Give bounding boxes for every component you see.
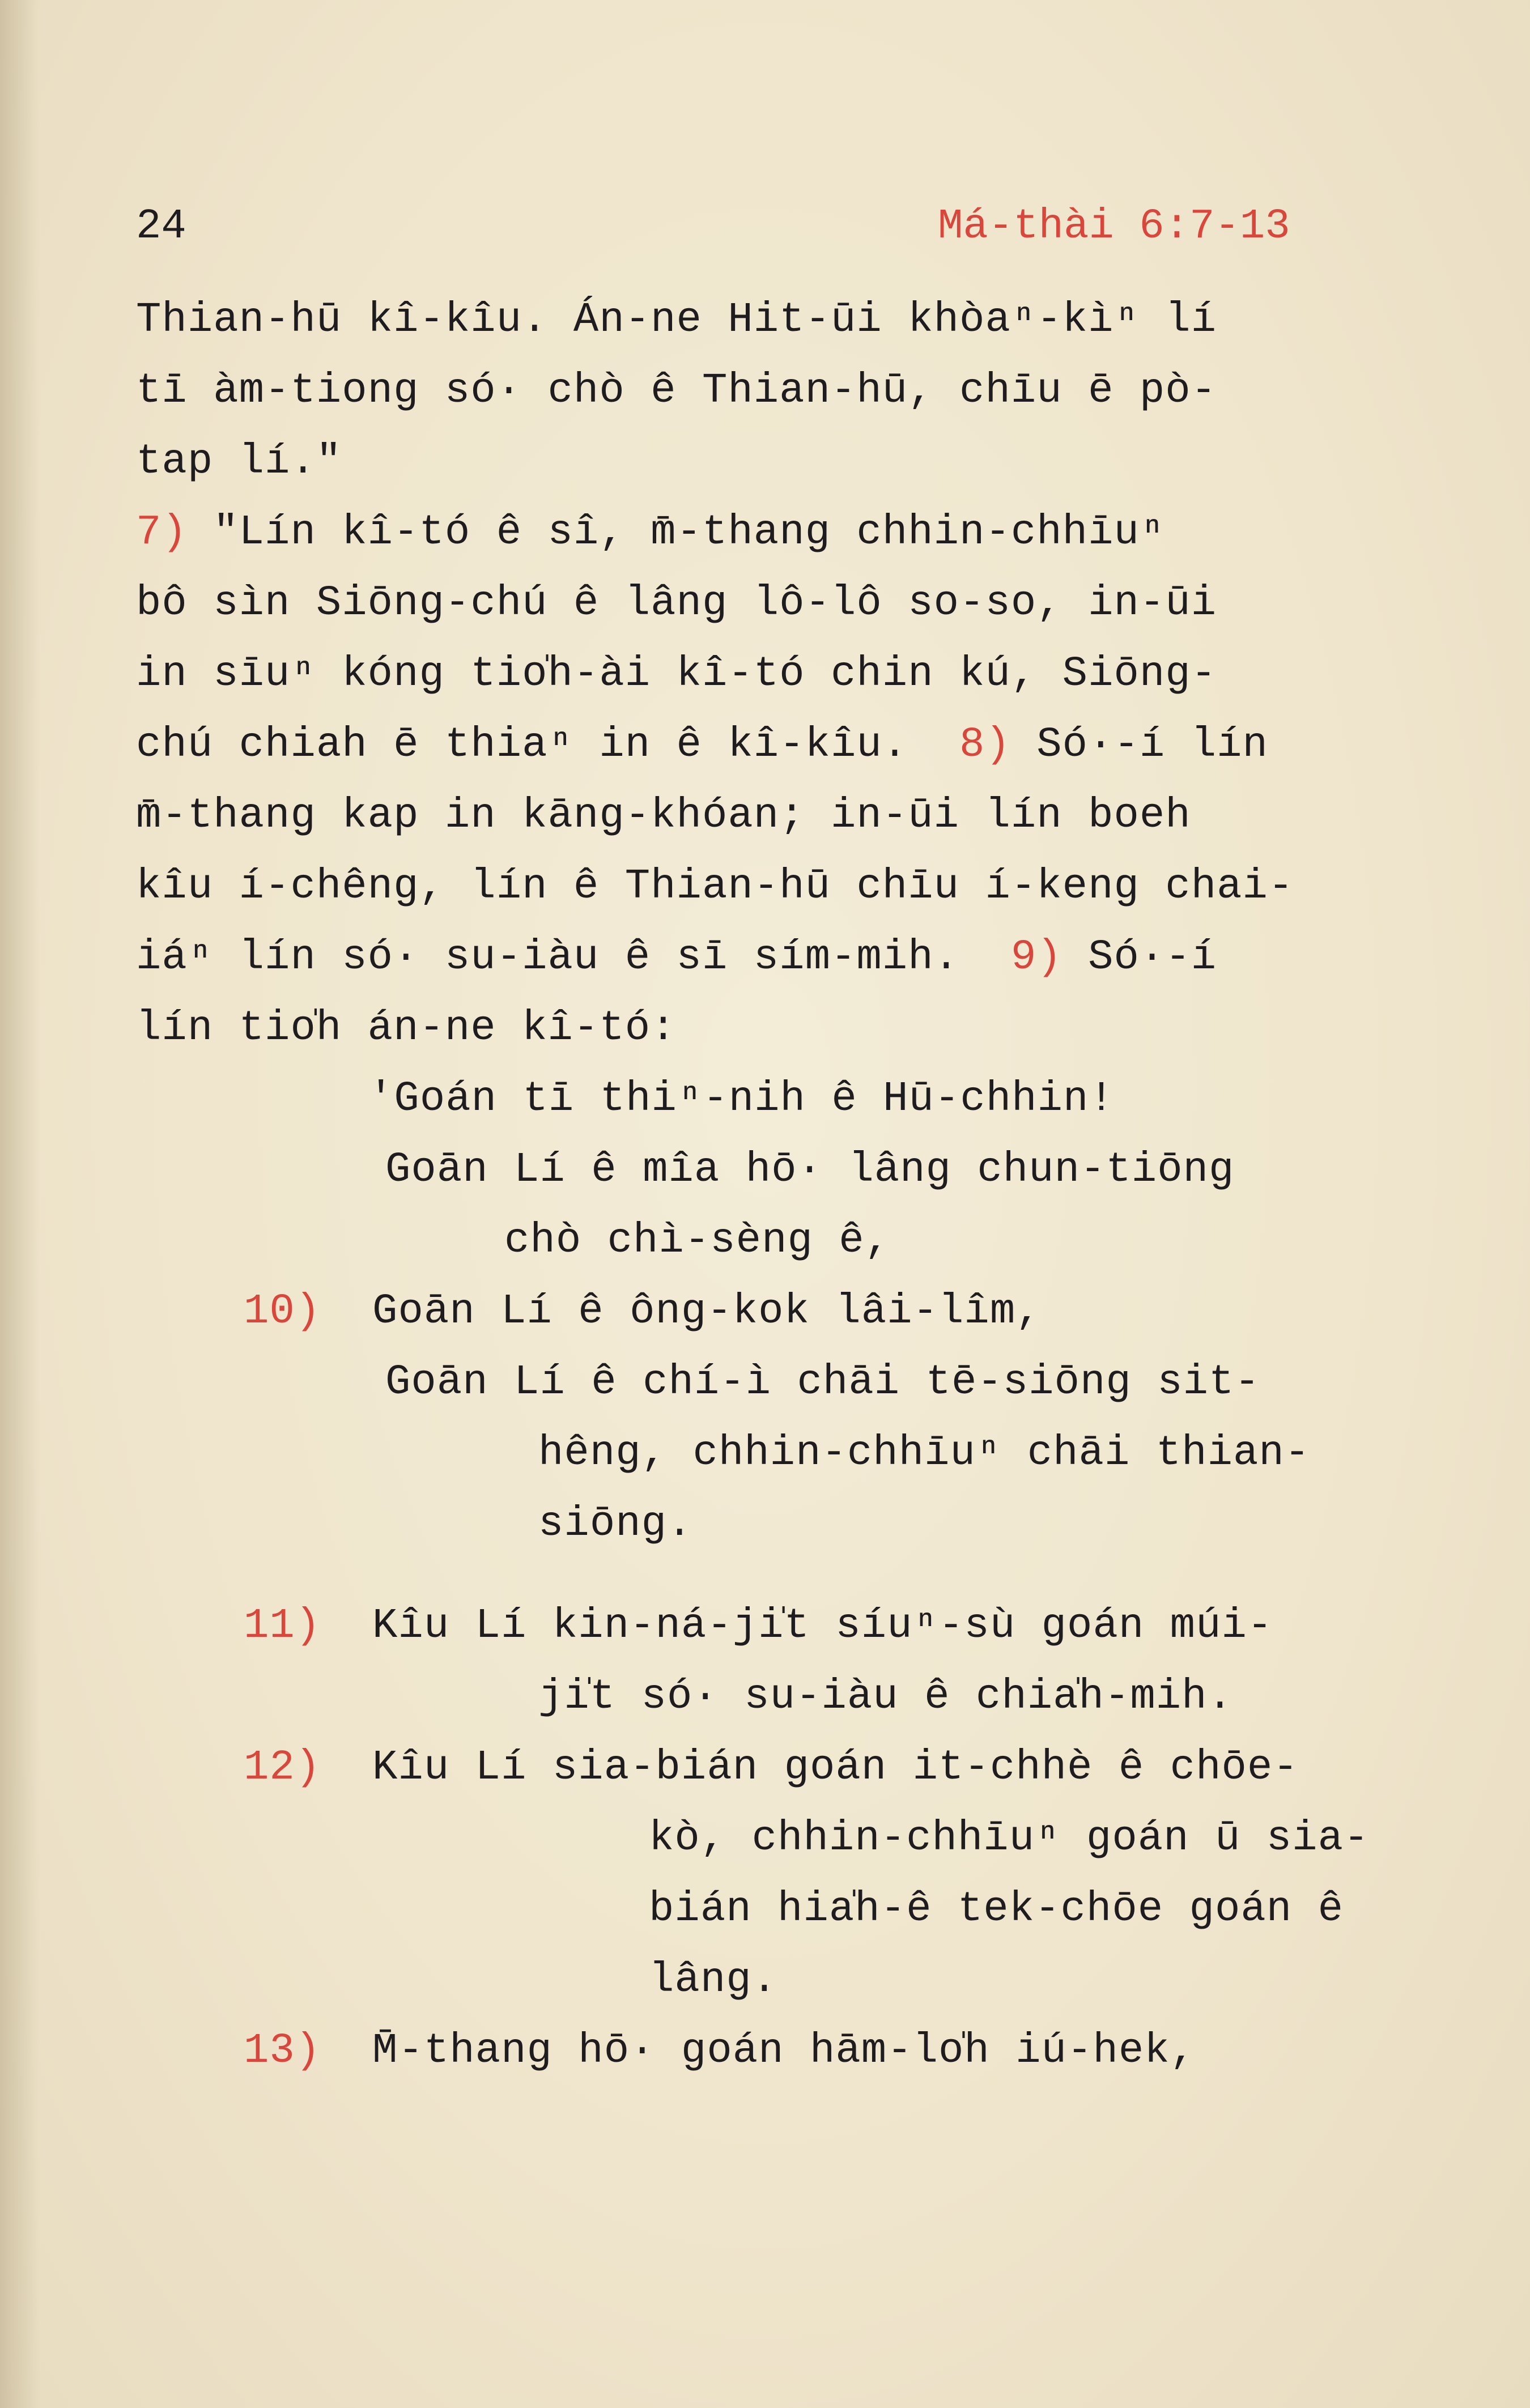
text-line bbox=[244, 1737, 1299, 1799]
line-text: tī àm-tiong só· chò ê Thian-hū, chīu ē pò- bbox=[136, 367, 1217, 415]
text-line bbox=[136, 431, 342, 493]
line-text: bô sìn Siōng-chú ê lâng lô-lô so-so, in-ūi bbox=[136, 580, 1217, 627]
line-text: Kîu Lí sia-bián goán it-chhè ê chōe- bbox=[321, 1744, 1299, 1792]
text-line bbox=[538, 1422, 1310, 1484]
verse-number: 12) bbox=[244, 1744, 321, 1792]
line-text: hêng, chhin-chhīuⁿ chāi thian- bbox=[538, 1430, 1311, 1477]
line-text: Só·-í lín bbox=[1010, 721, 1268, 769]
text-line bbox=[136, 856, 1294, 918]
text-line bbox=[244, 2020, 1196, 2082]
verse-number: 7) bbox=[136, 509, 188, 556]
line-text: Goān Lí ê ông-kok lâi-lîm, bbox=[321, 1288, 1042, 1335]
text-line bbox=[385, 1351, 1260, 1414]
text-line bbox=[136, 926, 1217, 989]
text-line bbox=[136, 289, 1217, 351]
page-gutter-shadow bbox=[0, 0, 40, 2408]
line-text: siōng. bbox=[538, 1500, 693, 1548]
text-line bbox=[244, 1280, 1042, 1343]
text-line bbox=[136, 714, 1268, 776]
text-line bbox=[538, 1493, 692, 1555]
line-text: tap lí." bbox=[136, 438, 342, 486]
line-text: Thian-hū kî-kîu. Án-ne Hit-ūi khòaⁿ-kìⁿ lí bbox=[136, 296, 1217, 344]
line-text: lín tio̍h án-ne kî-tó: bbox=[136, 1005, 677, 1052]
text-line bbox=[136, 501, 1165, 564]
verse-number: 13) bbox=[244, 2027, 321, 2075]
text-line bbox=[136, 997, 677, 1060]
text-line bbox=[136, 572, 1217, 635]
text-line bbox=[136, 643, 1217, 705]
text-line bbox=[504, 1210, 890, 1272]
verse-number: 11) bbox=[244, 1602, 321, 1650]
line-text: bián hia̍h-ê tek-chōe goán ê bbox=[649, 1886, 1344, 1933]
page-number: 24 bbox=[136, 203, 186, 250]
text-line bbox=[385, 1139, 1234, 1201]
line-text: lâng. bbox=[649, 1956, 778, 2004]
verse-number: 8) bbox=[959, 721, 1011, 769]
line-text: iáⁿ lín só· su-iàu ê sī sím-mih. bbox=[136, 934, 1011, 981]
text-line bbox=[649, 1878, 1344, 1941]
line-text: m̄-thang kap in kāng-khóan; in-ūi lín boeh bbox=[136, 792, 1191, 840]
text-line bbox=[649, 1949, 777, 2011]
line-text: Só·-í bbox=[1062, 934, 1217, 981]
text-line bbox=[136, 785, 1191, 847]
line-text: Goān Lí ê mîa hō· lâng chun-tiōng bbox=[385, 1146, 1235, 1194]
line-text: ji̍t só· su-iàu ê chia̍h-mih. bbox=[538, 1673, 1233, 1721]
line-text: kò, chhin-chhīuⁿ goán ū sia- bbox=[649, 1815, 1370, 1862]
running-head: Má-thài 6:7-13 bbox=[938, 203, 1290, 250]
verse-number: 9) bbox=[1010, 934, 1062, 981]
line-text: Goān Lí ê chí-ì chāi tē-siōng sit- bbox=[385, 1359, 1260, 1406]
verse-number: 10) bbox=[244, 1288, 321, 1335]
line-text: kîu í-chêng, lín ê Thian-hū chīu í-keng chai- bbox=[136, 863, 1294, 911]
text-line bbox=[368, 1068, 1115, 1130]
text-line bbox=[649, 1807, 1369, 1870]
line-text: chú chiah ē thiaⁿ in ê kî-kîu. bbox=[136, 721, 960, 769]
line-text: M̄-thang hō· goán hām-lo̍h iú-hek, bbox=[321, 2027, 1196, 2075]
line-text: in sīuⁿ kóng tio̍h-ài kî-tó chin kú, Siōng- bbox=[136, 650, 1217, 698]
text-line bbox=[244, 1595, 1273, 1657]
text-line bbox=[538, 1666, 1233, 1728]
line-text: Kîu Lí kin-ná-ji̍t síuⁿ-sù goán múi- bbox=[321, 1602, 1273, 1650]
line-text: 'Goán tī thiⁿ-nih ê Hū-chhin! bbox=[368, 1075, 1115, 1123]
line-text: "Lín kî-tó ê sî, m̄-thang chhin-chhīuⁿ bbox=[187, 509, 1166, 556]
text-line bbox=[136, 360, 1217, 422]
line-text: chò chì-sèng ê, bbox=[504, 1217, 891, 1265]
